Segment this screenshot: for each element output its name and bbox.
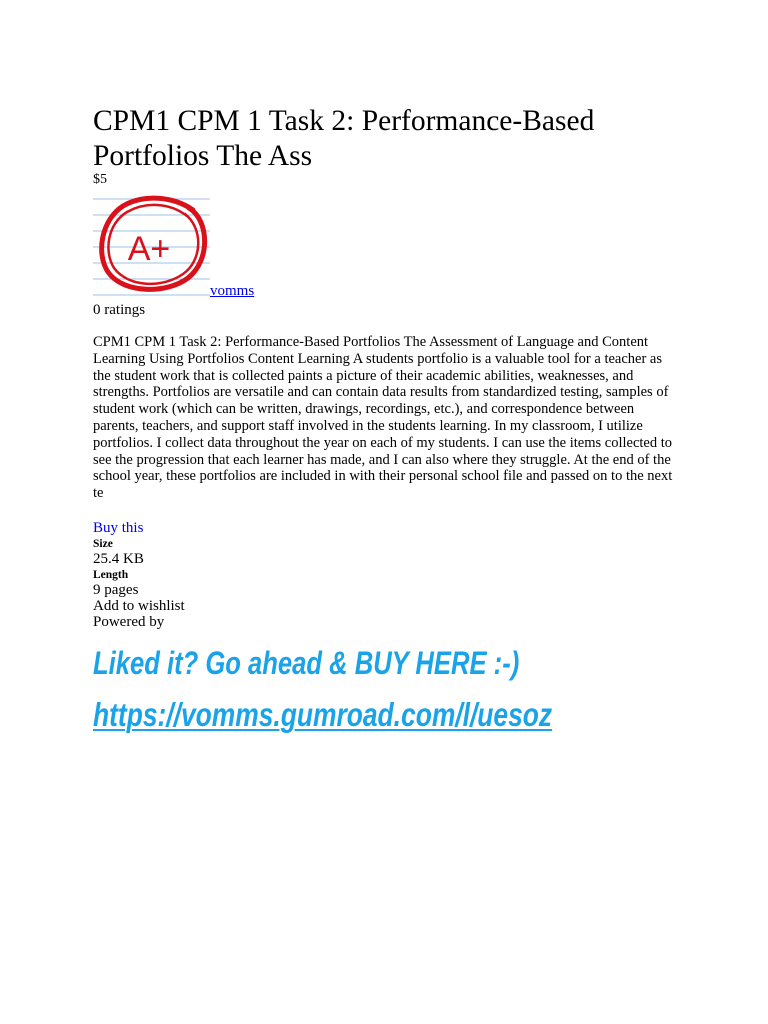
gumroad-buy-link[interactable]: https://vomms.gumroad.com/l/uesoz — [93, 696, 553, 733]
a-plus-grade-image — [93, 190, 210, 300]
size-value: 25.4 KB — [93, 551, 144, 567]
page-title — [93, 104, 683, 174]
page-title-line-1: CPM1 CPM 1 Task 2: Performance-Based — [93, 105, 595, 137]
powered-by-text: Powered by — [93, 614, 165, 630]
product-thumbnail-row — [93, 190, 393, 300]
page-title-line-2: Portfolios The Ass — [93, 140, 313, 172]
add-to-wishlist-link[interactable]: Add to wishlist — [93, 598, 185, 614]
price-label: $5 — [93, 172, 107, 187]
promo-heading: Liked it? Go ahead & BUY HERE :-) — [93, 645, 520, 681]
author-link[interactable]: vomms — [210, 283, 255, 299]
ratings-count: 0 ratings — [93, 302, 146, 318]
size-label: Size — [93, 538, 113, 550]
length-value: 9 pages — [93, 582, 139, 598]
grade-text: A+ — [127, 230, 171, 268]
length-label: Length — [93, 569, 129, 581]
product-description: CPM1 CPM 1 Task 2: Performance-Based Portfolios The Assessment of Language and Content Learning Using Portfolios Content Learning A students portfolio is a valuable tool for a teacher as the student work that is collected paints a picture of their academic abilities, weaknesses, and strengths. Portfolios are versatile and can contain data results from standardized testing, samples of student work (which can be written, drawings, recordings, etc.), and correspondence between parents, teachers, and support staff involved in the students learning. In my classroom, I utilize portfolios. I collect data throughout the year on each of my students. I can use the items collected to see the progression that each learner has made, and I can also where they struggle. At the end of the school year, these portfolios are included in with their personal school file and passed on to the next te — [93, 334, 673, 502]
buy-this-link[interactable]: Buy this — [93, 520, 144, 536]
